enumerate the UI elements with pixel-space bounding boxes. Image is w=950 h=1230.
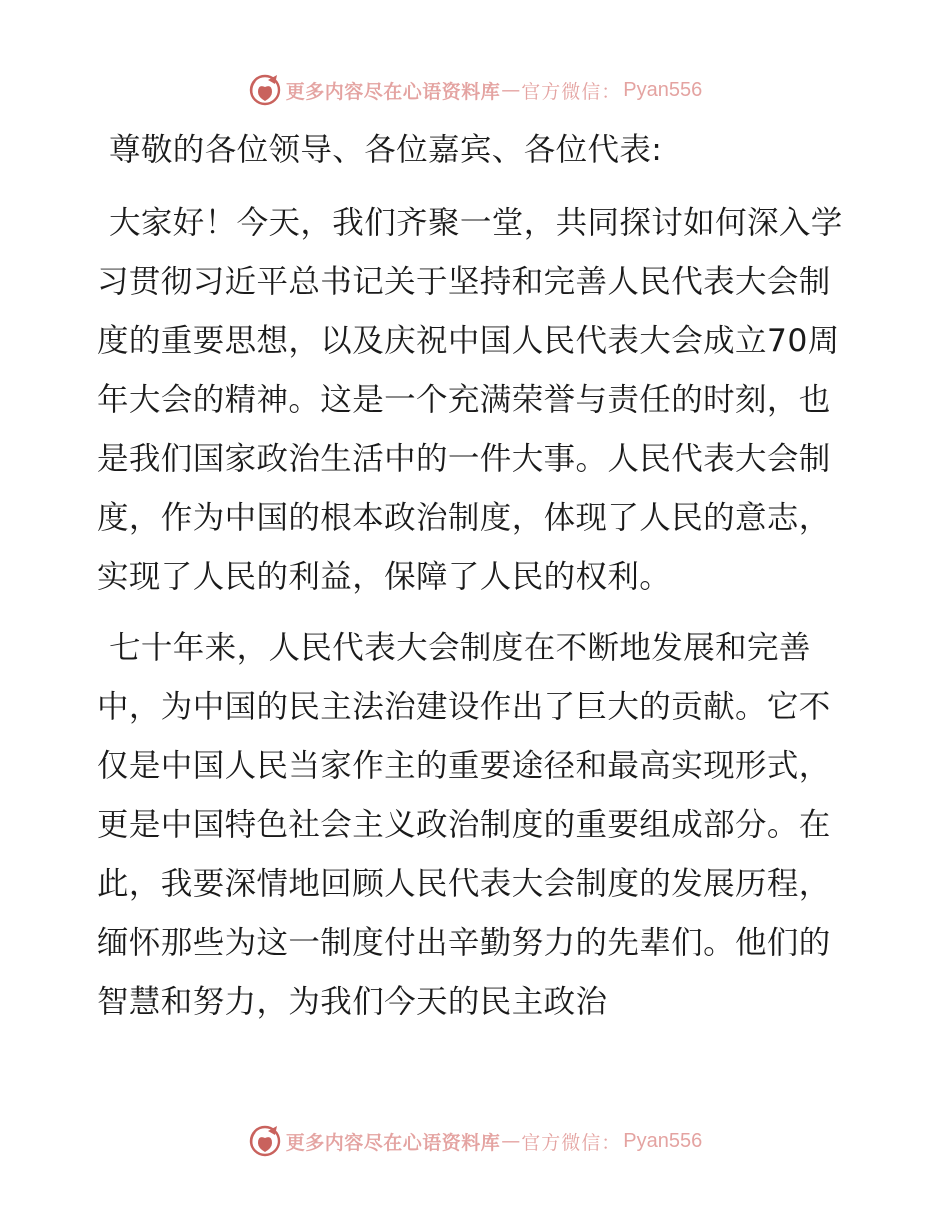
- paragraph-2: 七十年来，人民代表大会制度在不断地发展和完善中，为中国的民主法治建设作出了巨大的贡献。它不仅是中国人民当家作主的重要途径和最高实现形式，更是中国特色社会主义政治制度的重要组成部分。在此，我要深情地回顾人民代表大会制度的发展历程，缅怀那些为这一制度付出辛勤努力的先辈们。他们的智慧和努力，为我们今天的民主政治: [97, 630, 831, 1020]
- footer-watermark: [0, 1121, 950, 1161]
- document-body: [97, 121, 849, 1044]
- watermark-dash: —: [501, 1130, 521, 1152]
- watermark-label: 官方微信：: [521, 1131, 622, 1154]
- header-watermark: [0, 70, 950, 110]
- watermark-wechat-id: Pyan556: [623, 1129, 703, 1152]
- heart-pen-logo-icon: [248, 73, 282, 107]
- watermark-dash: —: [501, 79, 521, 101]
- watermark-wechat-id: Pyan556: [623, 78, 703, 101]
- watermark-label: 官方微信：: [521, 80, 622, 103]
- watermark-brand-text: 更多内容尽在心语资料库: [285, 80, 501, 103]
- watermark-brand-text: 更多内容尽在心语资料库: [285, 1131, 501, 1154]
- heart-pen-logo-icon: [248, 1124, 282, 1158]
- greeting-line: 尊敬的各位领导、各位嘉宾、各位代表:: [109, 132, 663, 168]
- paragraph-1: 大家好！今天，我们齐聚一堂，共同探讨如何深入学习贯彻习近平总书记关于坚持和完善人民代表大会制度的重要思想，以及庆祝中国人民代表大会成立70周年大会的精神。这是一个充满荣誉与责任的时刻，也是我们国家政治生活中的一件大事。人民代表大会制度，作为中国的根本政治制度，体现了人民的意志，实现了人民的利益，保障了人民的权利。: [97, 205, 843, 595]
